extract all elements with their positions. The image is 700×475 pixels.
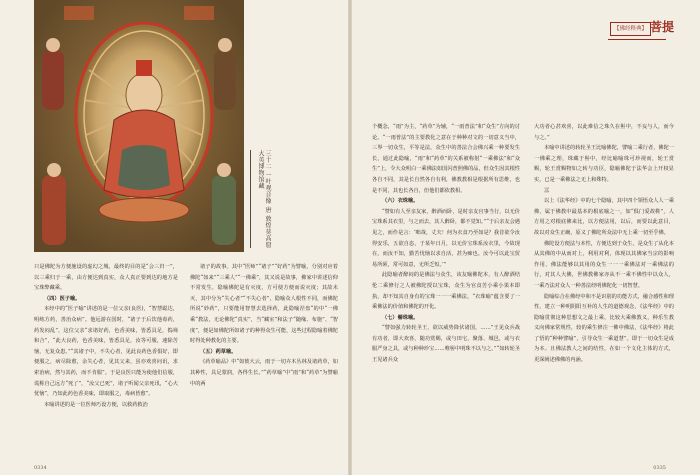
page-number-left: 0334 xyxy=(34,465,47,471)
header-rule xyxy=(608,39,666,40)
paragraph: 此隐喻者醉闷的是佛法与众生，该友喻佛陀本，有人醉酒结伦二乘修行之人被佛陀授以宝珠，众生为官食苦小乘小果本即执，却不知其自身有的宝珠一一一乘佛法，“衣珠喻”蕴含要了一乘佛法的价值和佛陀的开化。 xyxy=(372,272,520,311)
paragraph: 隐喻综合在佛经中和不是识别的功能方式，融合感性和理性，建立一种明阴阳互补的人生的道德观念，《法华经》中的隐喻贯彻这种思想文之最上乘，比较大乘佛教义，种乐生教义向佛家常规性，较的乘生修注一佛中佛法，《法华经》将此了悟的“种种譬喻”，引导众生一乘道慧”。即于一切众生是成为本。且佛法教人之间的结性，在如一个文化主体的方式，更深阐述佛佛的内涵。 xyxy=(534,293,674,364)
section-heading: （五）药草喻。 xyxy=(200,348,237,355)
paragraph: 本经中的“医子喻”讲述的是一位父亲(良医)，“智慧聪达，明练方药，善治众病”。他远游在国时，“诸子于后饮他毒药，药发闷乱”，这位父亲“求诸好药，色香美味，皆悉具足，捣筛和合”，“此大良药，色香美味，皆悉具足，汝等可服，速除苦恼，无复众患。”“其诸子中，不失心者，见此良药色香俱好，即便服之，病尽除愈，余失心者，见其父来，虽亦欢喜问讯，求索治病，然与其药，而不肯服”。于是良医只能为使他们信服，谎称自己远方“死了”，“汝父已死”，诸子听闻父亲死讯，“心大忧恼”，乃知此药色香美味，即取服之，毒病皆愈”。 xyxy=(34,306,178,398)
paragraph: “譬如有人至亲友家，醉酒而卧，是时亲友官事当行，以无价宝珠系其衣里，与之而去，其人醉卧，都不觉知。”“于后亲友会遇见之，而作是言：‘咄哉，丈夫！何为衣食乃至如是？我昔欲令汝得安乐，五欲自恣，于某年日月，以无价宝珠系汝衣里，今故现在，而汝不知，勤苦忧恼以求自活，甚为痴也。汝今可以此宝贸易所须，常可如意，无所乏短。’” xyxy=(372,208,520,268)
paragraph: 大功者心甚欢喜，以此难信之珠久在髻中，不妄与人，而今与之。” xyxy=(534,124,674,141)
figure-caption: 三十二 一叶观音像 唐 敦煌莫高窟 大英博物馆藏 xyxy=(257,150,271,249)
left-page xyxy=(0,0,348,475)
text-column-3 xyxy=(372,122,520,462)
text-column-1 xyxy=(34,262,178,462)
caption-rule xyxy=(250,150,251,248)
section-heading: 三 xyxy=(544,187,550,194)
paragraph: 只是佛陀为方便施设的虚幻之城，最终的目的是“会三归一”，以三乘归于一乘，由方便达到真实，众人真正要到达的地方是宝珠弊藏乘。 xyxy=(34,264,178,292)
paragraph: 本喻讲述的是一位医师巧设方便，以救药救治 xyxy=(44,401,148,408)
paragraph: 个概念，“雨”为主，“药草”为辅，“一雨普法”和“众生”方向的讨论。“一雨普法”的主要教化之意在于种种对文的一切意义当中，三界一切众生，平等是法，众生中的善法合会佛兴乘一种要发生长，通过此隐喻，“雨”和“药草”的关系被称射“一乘佛法”和“众生”上，令大众明白一乘佛法如国闪普照佛的品，但众生因其根性各自不同，其是长自然各自有利，佛教教相是根据所有思维，也是不同，其也长各自，但他们都依教相。 xyxy=(372,124,520,194)
buddhist-painting xyxy=(34,0,244,252)
paragraph: 《药草喻品》中“如彼大云，雨于一切卉木丛林及诸药草，如其种性，具足蒙润，各得生长。”“药草喻”中“雨”和“药草”为譬喻中的两 xyxy=(190,359,338,387)
paragraph: 佛陀设方便法与本性，方便达到于众生，是众生了从化本从其佛的中从而对上，利用对利，体现以其佛家当宗的影响作用，佛法能够以其用的众生一一一乘佛法对一乘佛法的行，对其人大佛，世佛教佛家亦从不一乘不佛性中以众人，一乘乃法对众人一种善法经明佛陀化一切智慧。 xyxy=(534,240,674,289)
series-label: 【佛经释典】 xyxy=(610,22,651,36)
section-heading: （四）医子喻。 xyxy=(44,295,81,302)
paragraph: “譬如强力转轮圣王，欲以威势降伏诸国，……”王见众兵战有功者，即大欢喜，随功赏赐，或与田宅，聚落、城邑，或与衣服严身之具，或与种种珍宝……唯髻中明珠不以与之。”“如转轮圣王见诸兵众 xyxy=(372,325,520,364)
paragraph: 诸子的故事。其中“医师”“诸子”“好药”为譬喻，分别对应着佛陀“如来”“三乘人”“一佛乘”，其又说是故事，佛家中讲述信仰不常发生，隐喻佛陀是有灭度，方可使方便而说灭度；其故未灭，其中分为“失心者”“不失心者”，隐喻众人根性不同，而佛陀所说“妙药”，只要能用智慧去选择药，此隐喻涅盘“的中“一佛乘“教法，无论佛陀“真实”，当“藏室”和法子“随缘、布施”、“智度”，便是如佛陀所如诸子的种得众生可能，这些过程隐喻着佛陀时得处种教化的主要。 xyxy=(190,264,338,345)
text-column-4 xyxy=(534,122,674,462)
page-number-right: 0335 xyxy=(653,465,666,471)
text-column-2 xyxy=(190,262,338,462)
paragraph: 本喻中讲述的转轮圣王比喻佛陀，譬喻二乘行者，佛陀一一佛乘之理，珠藏于髻中，经比喻喻珠可珍视而，轮王赏赐，轮王赏赐物如之转与功臣，隐喻佛陀于法华会上开权显实，已是一乘佛法之无上和殊特。 xyxy=(534,145,674,183)
section-heading: （六）衣珠喻。 xyxy=(382,198,419,205)
running-title: 菩提 xyxy=(650,20,675,34)
section-heading: （七）髻珠喻。 xyxy=(382,314,419,321)
paragraph: 以上《法华经》中的七个隐喻，其中四个领悟众人人一乘佛，属于佛教中最基本的根底喻之一，如“俱门爱故鞋”，人方用之对根底佛来比，以方便法用，以后，而要以此意目，故以对众生正确，原义了佛陀所众法中无上乘一切至乎佛。 xyxy=(534,198,674,236)
